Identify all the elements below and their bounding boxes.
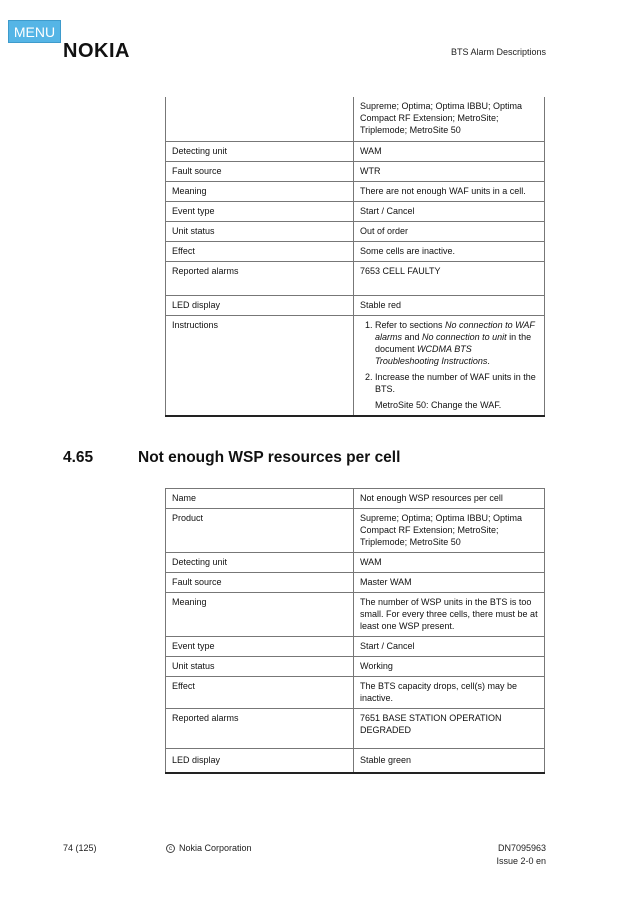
table-cell-value: Working	[354, 657, 545, 677]
instruction-text: and	[402, 332, 423, 342]
table-row	[166, 242, 545, 262]
table-row	[166, 316, 545, 417]
table-row	[166, 97, 545, 142]
table-row	[166, 573, 545, 593]
table-cell-label: Meaning	[166, 593, 354, 637]
table-cell-label: Meaning	[166, 182, 354, 202]
instruction-text: Refer to sections	[375, 320, 446, 330]
table-cell-value: Stable green	[354, 749, 545, 774]
table-cell-label: Detecting unit	[166, 142, 354, 162]
instruction-text: in the document	[375, 332, 532, 354]
table-cell-label: Fault source	[166, 573, 354, 593]
table-cell-label: Unit status	[166, 657, 354, 677]
copyright-text: Nokia Corporation	[179, 843, 252, 853]
table-cell-label: Instructions	[166, 316, 354, 417]
section-title: Not enough WSP resources per cell	[138, 449, 401, 466]
table-cell-value: Supreme; Optima; Optima IBBU; Optima Compact RF Extension; MetroSite; Triplemode; MetroSite 50	[354, 97, 545, 142]
instruction-note: MetroSite 50: Change the WAF.	[375, 400, 502, 410]
table-row	[166, 262, 545, 296]
instruction-step: 2. Increase the number of WAF units in the BTS.	[375, 371, 538, 395]
table-cell-label: Reported alarms	[166, 709, 354, 749]
table-row	[166, 637, 545, 657]
table-cell-value: WAM	[354, 553, 545, 573]
header-title: BTS Alarm Descriptions	[450, 47, 546, 57]
table-row	[166, 202, 545, 222]
table-cell-value: Supreme; Optima; Optima IBBU; Optima Compact RF Extension; MetroSite; Triplemode; MetroSite 50	[354, 509, 545, 553]
table-cell-label: Name	[166, 489, 354, 509]
table-cell-label: Fault source	[166, 162, 354, 182]
page-number: 74 (125)	[63, 843, 97, 853]
instruction-step	[375, 319, 538, 367]
issue-number: Issue 2-0 en	[496, 856, 546, 866]
table-row	[166, 709, 545, 749]
table-cell-label: Event type	[166, 637, 354, 657]
instructions-cell	[354, 316, 545, 417]
table-cell-value: The number of WSP units in the BTS is too small. For every three cells, there must be at least one WSP present.	[354, 593, 545, 637]
table-row	[166, 749, 545, 774]
section-reference: No connection to WAF alarms	[375, 320, 535, 342]
table-cell-label: LED display	[166, 749, 354, 774]
table-row	[166, 593, 545, 637]
table-cell-label: Product	[166, 509, 354, 553]
section-reference: No connection to unit	[422, 332, 507, 342]
copyright-icon: c	[166, 844, 175, 853]
nokia-logo: NOKIA	[63, 40, 130, 62]
table-cell-value: The BTS capacity drops, cell(s) may be inactive.	[354, 677, 545, 709]
table-row	[166, 677, 545, 709]
alarm-table-continued	[165, 97, 545, 417]
table-cell-value: WAM	[354, 142, 545, 162]
document-id: DN7095963	[497, 843, 546, 853]
menu-button[interactable]: MENU	[8, 20, 61, 43]
table-cell-label: Effect	[166, 242, 354, 262]
table-row	[166, 553, 545, 573]
table-row	[166, 509, 545, 553]
table-cell-label: Effect	[166, 677, 354, 709]
table-cell-value: Master WAM	[354, 573, 545, 593]
table-cell-value: Start / Cancel	[354, 637, 545, 657]
table-cell-value: Start / Cancel	[354, 202, 545, 222]
table-row	[166, 296, 545, 316]
alarm-table	[165, 488, 545, 774]
table-cell-value: WTR	[354, 162, 545, 182]
table-cell-value: Not enough WSP resources per cell	[354, 489, 545, 509]
table-cell-value: 7653 CELL FAULTY	[354, 262, 545, 296]
table-cell-label: Detecting unit	[166, 553, 354, 573]
table-cell-value: Stable red	[354, 296, 545, 316]
copyright	[166, 843, 252, 853]
section-number: 4.65	[63, 449, 94, 466]
table-cell-value: 7651 BASE STATION OPERATION DEGRADED	[354, 709, 545, 749]
table-cell-label	[166, 97, 354, 142]
table-cell-label: Unit status	[166, 222, 354, 242]
table-cell-label: LED display	[166, 296, 354, 316]
document-reference: WCDMA BTS Troubleshooting Instructions	[375, 344, 488, 366]
table-row	[166, 142, 545, 162]
table-cell-value: Out of order	[354, 222, 545, 242]
table-cell-label: Event type	[166, 202, 354, 222]
table-row	[166, 222, 545, 242]
table-row	[166, 489, 545, 509]
table-row	[166, 162, 545, 182]
instruction-text: .	[487, 356, 490, 366]
table-row	[166, 182, 545, 202]
table-cell-value: There are not enough WAF units in a cell.	[354, 182, 545, 202]
table-cell-value: Some cells are inactive.	[354, 242, 545, 262]
table-cell-label: Reported alarms	[166, 262, 354, 296]
table-row	[166, 657, 545, 677]
instructions-list	[360, 319, 538, 395]
